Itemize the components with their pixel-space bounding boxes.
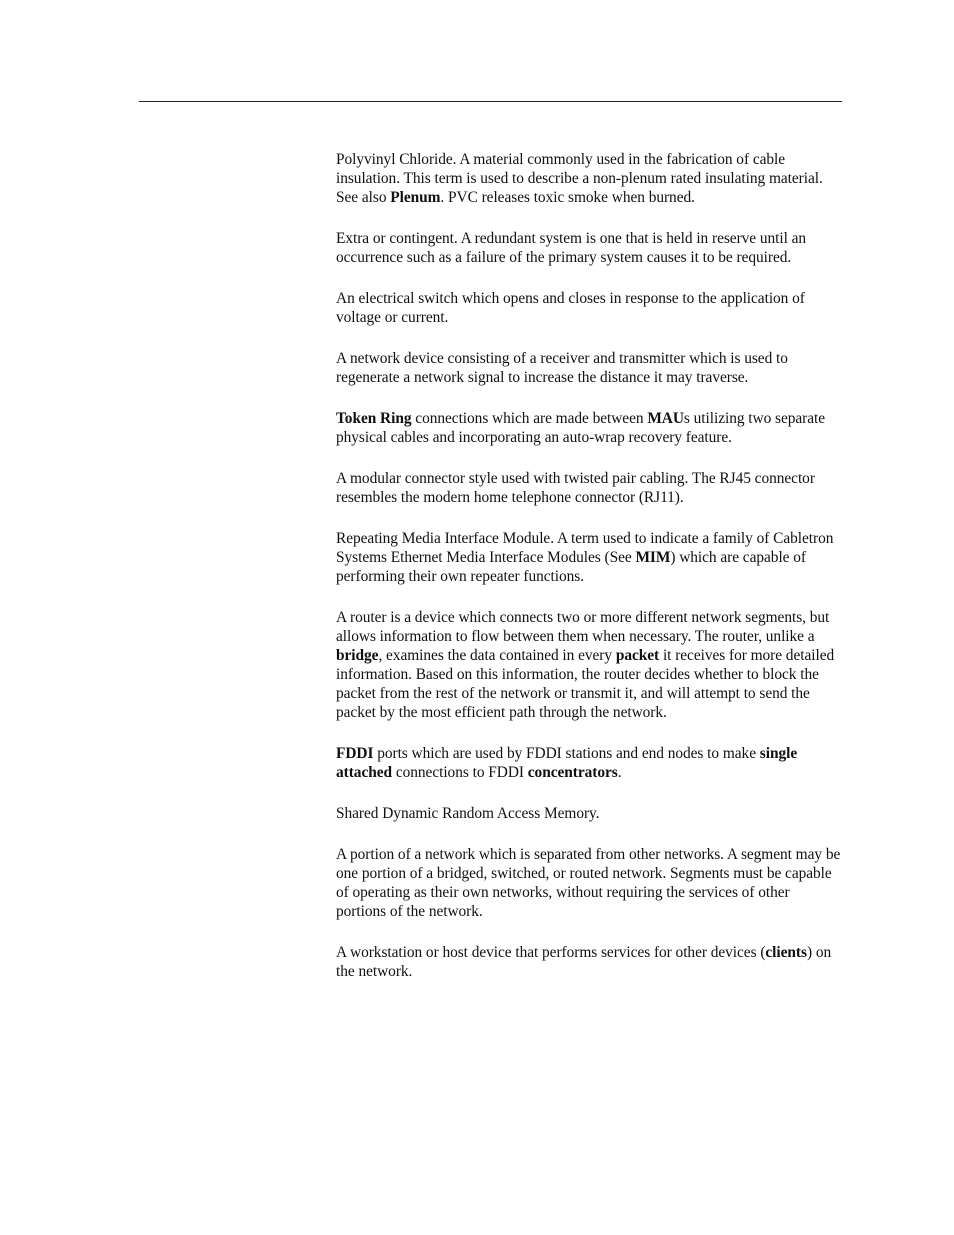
- definition-text: it receives for more detailed information. Based on this information, the router decides whether to block the packet from the rest of the network or transmit it, and will attempt to send the packet by the most efficient path through the network.: [336, 647, 835, 721]
- glossary-definition: [336, 150, 842, 207]
- bold-term: packet: [615, 647, 660, 664]
- definition-text: A network device consisting of a receiver and transmitter which is used to regenerate a network signal to increase the distance it may traverse.: [336, 350, 788, 386]
- glossary-definition: [336, 409, 842, 447]
- glossary-definition: [336, 744, 842, 782]
- definition-text: Extra or contingent. A redundant system is one that is held in reserve until an occurrence such as a failure of the primary system causes it to be required.: [336, 230, 807, 266]
- definition-text: connections to FDDI: [392, 764, 528, 781]
- definition-text: An electrical switch which opens and closes in response to the application of voltage or current.: [336, 290, 805, 326]
- glossary-definition: [336, 469, 842, 507]
- definition-text: A portion of a network which is separated from other networks. A segment may be one portion of a bridged, switched, or routed network. Segments must be capable of operating as their own networks, without requiring the services of other portions of the network.: [336, 846, 841, 920]
- definition-text: ports which are used by FDDI stations and end nodes to make: [373, 745, 760, 762]
- bold-term: MAU: [647, 410, 684, 427]
- definition-text: A router is a device which connects two or more different network segments, but allows information to flow between them when necessary. The router, unlike a: [336, 609, 830, 645]
- glossary-definitions: [336, 150, 842, 1003]
- definition-text: Repeating Media Interface Module. A term used to indicate a family of Cabletron Systems Ethernet Media Interface Modules (See: [336, 530, 834, 566]
- definition-text: s utilizing two separate physical cables and incorporating an auto-wrap recovery feature.: [336, 410, 826, 446]
- bold-term: Token Ring: [336, 410, 412, 427]
- definition-text: . PVC releases toxic smoke when burned.: [440, 189, 695, 206]
- glossary-definition: [336, 529, 842, 586]
- bold-term: MIM: [635, 549, 671, 566]
- bold-term: single attached: [336, 745, 798, 781]
- glossary-definition: [336, 943, 842, 981]
- glossary-definition: [336, 608, 842, 722]
- glossary-definition: [336, 845, 842, 921]
- definition-text: .: [617, 764, 622, 781]
- bold-term: clients: [765, 944, 807, 961]
- glossary-definition: [336, 229, 842, 267]
- definition-text: A workstation or host device that performs services for other devices (: [336, 944, 766, 961]
- definition-text: ) on the network.: [336, 944, 832, 980]
- definition-text: ) which are capable of performing their own repeater functions.: [336, 549, 806, 585]
- bold-term: concentrators: [527, 764, 618, 781]
- definition-text: , examines the data contained in every: [378, 647, 616, 664]
- glossary-definition: [336, 804, 842, 823]
- bold-term: Plenum: [390, 189, 441, 206]
- definition-text: Polyvinyl Chloride. A material commonly used in the fabrication of cable insulation. This term is used to describe a non-plenum rated insulating material. See also: [336, 151, 823, 206]
- definition-text: connections which are made between: [411, 410, 648, 427]
- glossary-definition: [336, 349, 842, 387]
- definition-text: A modular connector style used with twisted pair cabling. The RJ45 connector resembles the modern home telephone connector (RJ11).: [336, 470, 815, 506]
- header-rule: [139, 101, 842, 102]
- bold-term: bridge: [336, 647, 379, 664]
- definition-text: Shared Dynamic Random Access Memory.: [336, 805, 600, 822]
- bold-term: FDDI: [336, 745, 374, 762]
- glossary-definition: [336, 289, 842, 327]
